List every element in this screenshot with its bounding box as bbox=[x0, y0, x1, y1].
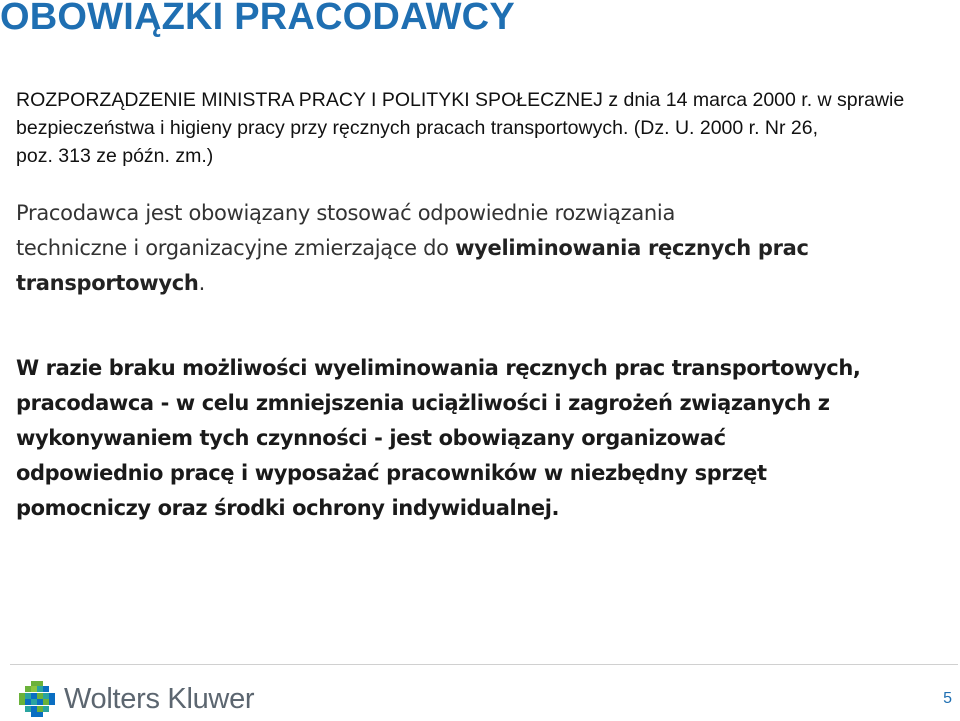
paragraph2-line-5: pomocniczy oraz środki ochrony indywidualnej. bbox=[16, 496, 560, 520]
slide-title: OBOWIĄZKI PRACODAWCY bbox=[0, 0, 515, 38]
paragraph1-period: . bbox=[198, 271, 205, 295]
regulation-line-2: bezpieczeństwa i higieny pracy przy ręcznych pracach transportowych. (Dz. U. 2000 r. Nr 26, bbox=[16, 117, 819, 139]
paragraph2-line-1: W razie braku możliwości wyeliminowania ręcznych prac transportowych, bbox=[16, 356, 861, 380]
wolters-kluwer-logo bbox=[18, 680, 254, 718]
paragraph1-line-2: techniczne i organizacyjne zmierzające do bbox=[16, 236, 456, 260]
paragraph-alternative-measures bbox=[16, 351, 936, 526]
wolters-kluwer-logo-icon bbox=[18, 680, 56, 718]
paragraph2-line-4: odpowiednio pracę i wyposażać pracowników w niezbędny sprzęt bbox=[16, 461, 767, 485]
paragraph1-line-1: Pracodawca jest obowiązany stosować odpowiednie rozwiązania bbox=[16, 201, 676, 225]
paragraph1-emphasis-2: transportowych bbox=[16, 271, 199, 295]
paragraph-employer-duty bbox=[16, 196, 916, 301]
paragraph1-emphasis-1: wyeliminowania ręcznych prac bbox=[455, 236, 809, 260]
paragraph2-line-2: pracodawca - w celu zmniejszenia uciążliwości i zagrożeń związanych z bbox=[16, 391, 830, 415]
regulation-line-1: ROZPORZĄDZENIE MINISTRA PRACY I POLITYKI SPOŁECZNEJ z dnia 14 marca 2000 r. w sprawie bbox=[16, 89, 905, 111]
page-number: 5 bbox=[943, 690, 952, 707]
regulation-line-3: poz. 313 ze późn. zm.) bbox=[16, 145, 214, 167]
regulation-citation bbox=[16, 86, 916, 170]
paragraph2-line-3: wykonywaniem tych czynności - jest obowiązany organizować bbox=[16, 426, 726, 450]
footer-divider bbox=[10, 664, 958, 665]
logo-text: Wolters Kluwer bbox=[64, 682, 255, 715]
